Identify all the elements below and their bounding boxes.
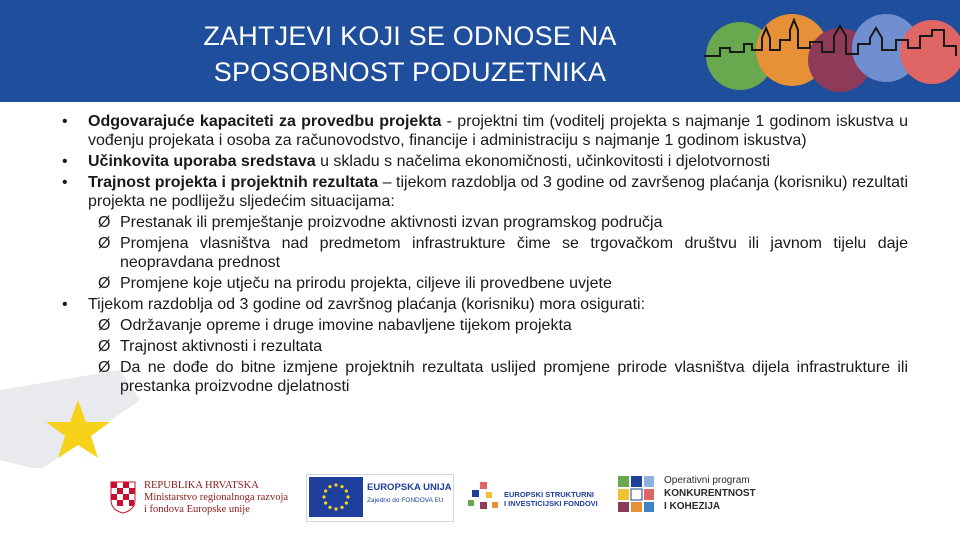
europska-unija-logo — [306, 474, 454, 522]
hr-logo-text — [144, 480, 288, 516]
op-logo-line-2 — [664, 487, 756, 500]
sub-item-text: Prestanak ili premještanje proizvodne aktivnosti izvan programskog područja — [120, 214, 663, 231]
hr-logo-line-2: Ministarstvo regionalnoga razvoja — [144, 492, 289, 503]
hr-logo-line-1: REPUBLIKA HRVATSKA — [144, 480, 259, 491]
sub-item-text: Promjene koje utječu na prirodu projekta, ciljeve ili provedbene uvjete — [120, 275, 612, 292]
bullet-bold: Trajnost projekta i projektnih rezultata — [88, 174, 379, 191]
esi-logo-text — [504, 490, 598, 508]
eu-flag-icon — [309, 477, 363, 517]
sub-item-text: Trajnost aktivnosti i rezultata — [120, 338, 323, 355]
bullet-text: u skladu s načelima ekonomičnosti, učinkovitosti i djelotvornosti — [315, 153, 771, 170]
bullet-capacities — [62, 112, 908, 150]
esi-squares-icon — [466, 480, 502, 516]
arrow-icon: Ø — [98, 338, 111, 355]
op-logo-line-2-bold: KONKURENTNOST — [664, 488, 756, 499]
bullet-bold: Učinkovita uporaba sredstava — [88, 153, 316, 170]
arrow-icon: Ø — [98, 214, 111, 231]
sub-item — [62, 234, 908, 272]
arrow-icon: Ø — [98, 235, 111, 252]
logo-footer — [0, 468, 960, 540]
bullet-text: – tijekom razdoblja od 3 godine od završenog plaćanja (korisniku) rezultati projekta ne podliježu sljedećim situacijama: — [88, 174, 908, 210]
bullet-text: Tijekom razdoblja od 3 godine od završnog plaćanja (korisniku) mora osigurati: — [88, 296, 646, 313]
city-skyline-circles-logo — [700, 10, 960, 94]
arrow-icon: Ø — [98, 317, 111, 334]
bullet-obligations — [62, 295, 908, 314]
sub-item-text: Održavanje opreme i druge imovine nabavljene tijekom projekta — [120, 317, 572, 334]
op-logo-line-3 — [664, 500, 756, 513]
bullet-text: - projektni tim (voditelj projekta s najmanje 1 godinom iskustva u vođenju projekata i osoba za računovodstvo, financije i administraciju s najmanje 1 godinom iskustva) — [88, 113, 909, 149]
op-logo-line-3-bold: I KOHEZIJA — [664, 501, 721, 512]
bullet-bold: Odgovarajuće kapaciteti za provedbu projekta — [88, 113, 442, 130]
esi-fondovi-logo — [466, 474, 606, 524]
slide-header — [0, 0, 960, 102]
title-line-2: SPOSOBNOST PODUZETNIKA — [213, 57, 607, 87]
slide-content — [62, 112, 908, 398]
slide-title — [150, 18, 670, 90]
croatian-coat-of-arms-icon — [110, 480, 136, 514]
op-logo-line-1: Operativni program — [664, 475, 750, 486]
bullet-durability — [62, 173, 908, 211]
operativni-program-logo — [616, 472, 796, 524]
sub-item — [62, 358, 908, 396]
hr-logo-line-3: i fondova Europske unije — [144, 504, 250, 515]
sub-item-text: Promjena vlasništva nad predmetom infrastrukture čime se trgovačkom društvu ili javnom tijelu daje neopravdana prednost — [120, 235, 908, 271]
esi-logo-line-2: I INVESTICIJSKI FONDOVI — [504, 499, 598, 508]
eu-logo-line-2: Zajedno do FONDOVA EU — [367, 497, 444, 504]
republika-hrvatska-logo — [110, 476, 310, 526]
op-squares-icon — [616, 474, 656, 514]
title-line-1: ZAHTJEVI KOJI SE ODNOSE NA — [203, 21, 617, 51]
sub-item — [62, 316, 908, 335]
op-logo-text — [664, 474, 756, 513]
arrow-icon: Ø — [98, 359, 111, 376]
sub-item — [62, 274, 908, 293]
arrow-icon: Ø — [98, 275, 111, 292]
sub-item — [62, 337, 908, 356]
eu-logo-line-1: EUROPSKA UNIJA — [367, 482, 452, 493]
sub-item-text: Da ne dođe do bitne izmjene projektnih rezultata uslijed promjene prirode vlasništva dijela infrastrukture ili prestanka proizvodne djelatnosti — [120, 359, 908, 395]
esi-logo-line-1: EUROPSKI STRUKTURNI — [504, 490, 595, 499]
sub-item — [62, 213, 908, 232]
bullet-efficient-use — [62, 152, 908, 171]
